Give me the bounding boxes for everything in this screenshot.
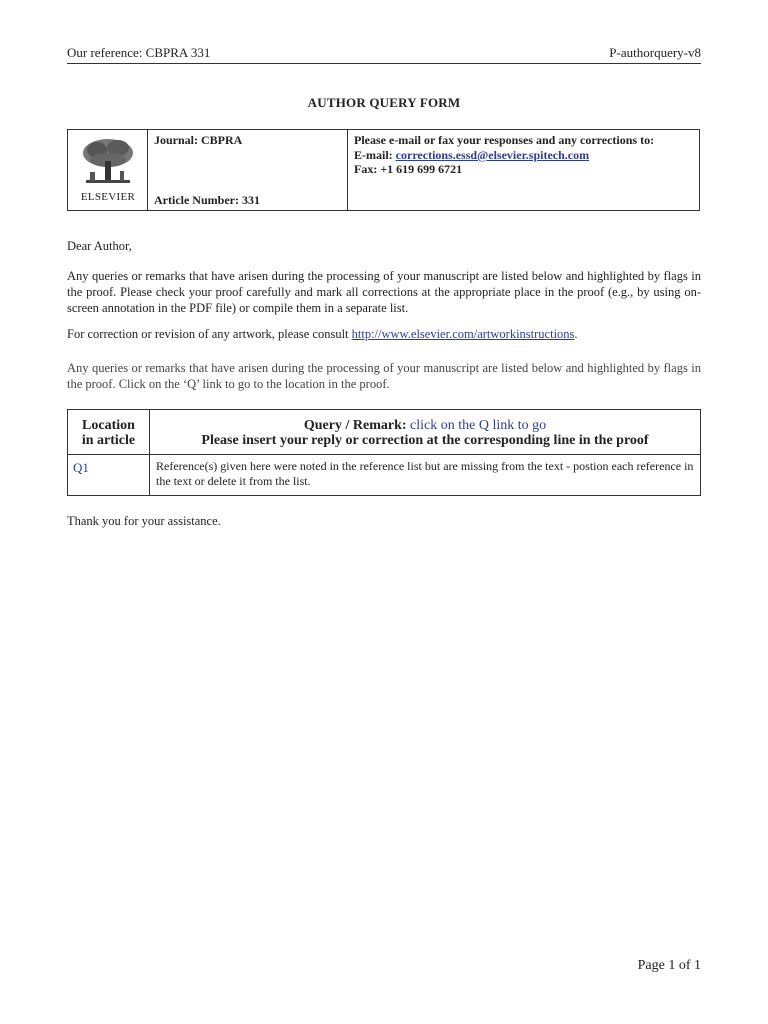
closing-text: Thank you for your assistance. [67,514,221,528]
location-header-line2: in article [81,433,136,448]
location-header-line1: Location [82,418,135,433]
table-row-remark: Reference(s) given here were noted in the reference list but are missing from the text - postion each reference in the text or delete it from the list. [156,459,694,488]
reference-label: Our reference: CBPRA 331 [67,45,211,60]
greeting: Dear Author, [67,239,132,253]
artwork-paragraph [67,326,701,342]
contact-cell [348,130,699,210]
q-link-hint: click on the Q link to go [410,418,547,433]
journal-cell [148,130,348,210]
page-number: Page 1 of 1 [637,958,701,973]
q1-link[interactable]: Q1 [73,460,89,475]
journal-name: Journal: CBPRA [154,133,243,147]
artwork-instructions-link[interactable]: http://www.elsevier.com/artworkinstructions [351,327,575,341]
page-header [67,45,701,64]
query-table [67,409,701,496]
page-title: AUTHOR QUERY FORM [307,95,461,110]
artwork-period: . [574,327,578,341]
location-header [68,410,150,455]
article-number: Article Number: 331 [154,193,260,207]
query-header-line1 [150,418,700,433]
artwork-text: For correction or revision of any artwork, please consult [67,327,352,341]
form-version: P-authorquery-v8 [609,45,701,60]
query-header-line2: Please insert your reply or correction at the corresponding line in the proof [201,433,649,448]
click-note-paragraph: Any queries or remarks that have arisen during the processing of your manuscript are listed below and highlighted by flags in the proof. Click on the ‘Q’ link to go to the location in the proof. [67,361,701,391]
elsevier-tree-logo-icon [80,136,136,188]
elsevier-logo-text: ELSEVIER [80,191,136,203]
table-row-location [68,455,150,495]
email-label: E-mail: [354,148,396,162]
email-link[interactable]: corrections.essd@elsevier.spitech.com [395,148,590,162]
publisher-logo-cell [68,130,148,210]
intro-paragraph: Any queries or remarks that have arisen during the processing of your manuscript are listed below and highlighted by flags in the proof. Please check your proof carefully and mark all corrections at the appropriate place in the proof (e.g., by using on-screen annotation in the PDF file) or compile them in a separate list. [67,269,701,315]
fax-number: Fax: +1 619 699 6721 [354,162,463,176]
contact-instruction: Please e-mail or fax your responses and any corrections to: [354,133,655,147]
query-header [150,410,700,455]
email-row [354,148,589,163]
journal-info-box [67,129,700,211]
query-header-label: Query / Remark: [303,418,411,433]
